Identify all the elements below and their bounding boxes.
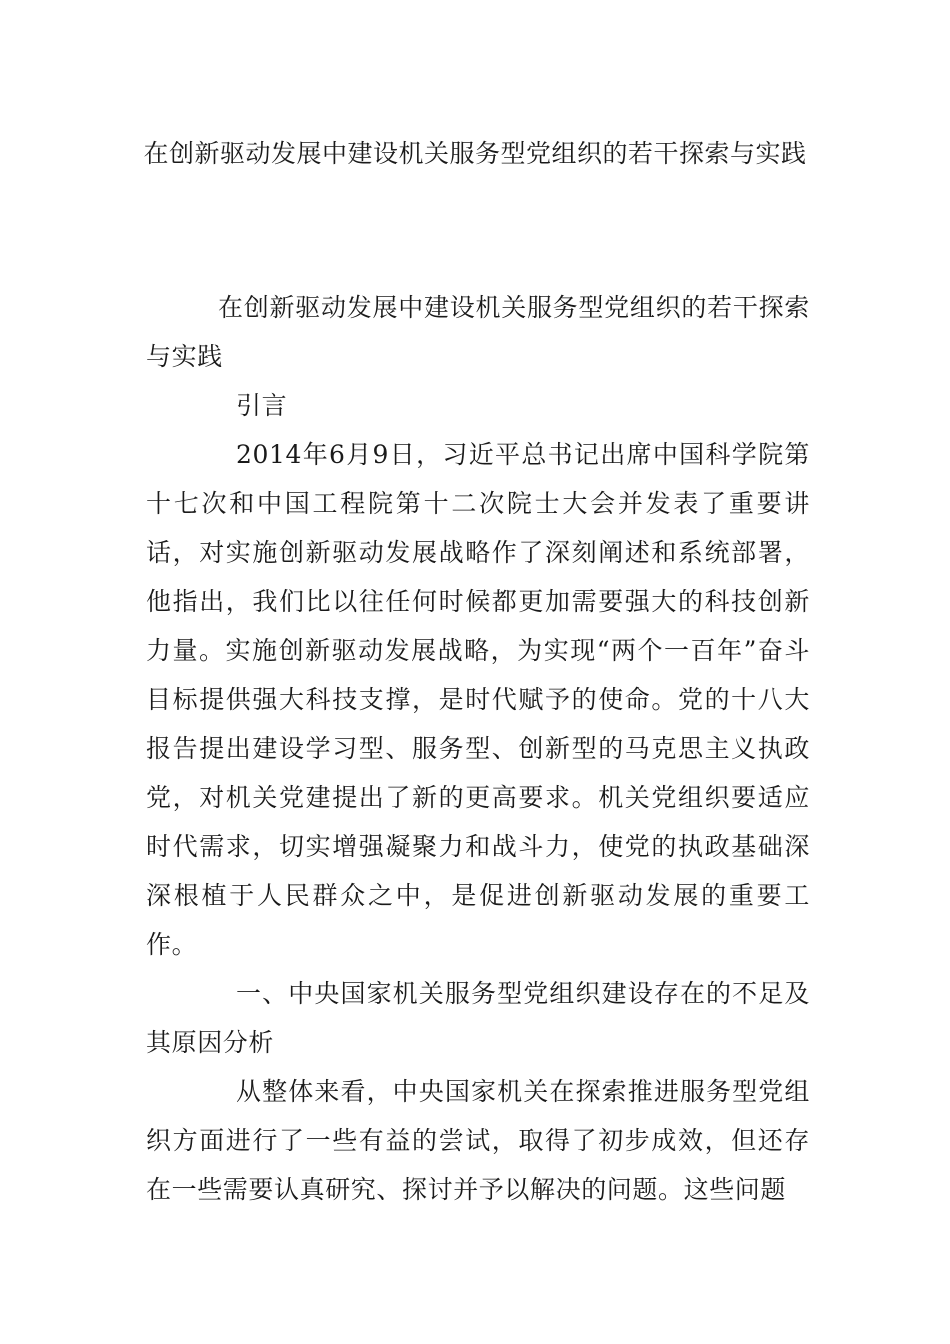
document-title: 在创新驱动发展中建设机关服务型党组织的若干探索与实践 [143, 139, 807, 168]
paragraph-repeated-title: 在创新驱动发展中建设机关服务型党组织的若干探索与实践 [146, 293, 810, 371]
document-body [146, 283, 810, 1214]
paragraph-section-one-body: 从整体来看，中央国家机关在探索推进服务型党组织方面进行了一些有益的尝试，取得了初步成效，但还存在一些需要认真研究、探讨并予以解决的问题。这些问题 [146, 1077, 810, 1204]
paragraph-introduction-heading: 引言 [236, 391, 288, 420]
section-heading-one: 一、中央国家机关服务型党组织建设存在的不足及其原因分析 [146, 979, 810, 1057]
paragraph-introduction-body: 2014年6月9日，习近平总书记出席中国科学院第十七次和中国工程院第十二次院士大会并发表了重要讲话，对实施创新驱动发展战略作了深刻阐述和系统部署，他指出，我们比以往任何时候都更加需要强大的科技创新力量。实施创新驱动发展战略，为实现“两个一百年”奋斗目标提供强大科技支撑，是时代赋予的使命。党的十八大报告提出建设学习型、服务型、创新型的马克思主义执政党，对机关党建提出了新的更高要求。机关党组织要适应时代需求，切实增强凝聚力和战斗力，使党的执政基础深深根植于人民群众之中，是促进创新驱动发展的重要工作。 [146, 440, 810, 959]
